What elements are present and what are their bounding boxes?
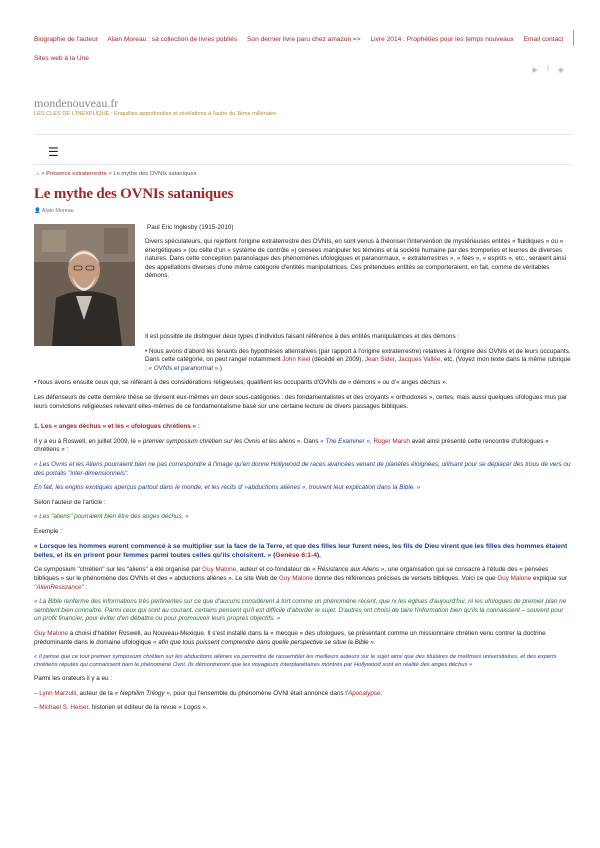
types-intro: Il est possible de distinguer deux types d'individus faisant référence à des entités manipulatrices et des démons : [145,332,460,340]
genesis-quote: « Lorsque les hommes eurent commencé à se multiplier sur la face de la Terre, et que des filles leur furent nées, les fils de Dieu virent que les filles des hommes étaient belles, et ils en prirent pour femmes parmi toutes celles qu'ils choisirent. » (Genèse 6:1-4). [34,543,568,560]
nav-item-sites-web[interactable]: Sites web à la Une [34,55,89,62]
quote-bible: En fait, les engins exotiques aperçus partout dans le monde, et les récits d' »abductions aliènes », trouvent leur explication dans la Bible. » [34,484,421,492]
link-genese[interactable]: Genèse 6:1-4 [275,552,317,560]
rss-icon[interactable]: ◉ [557,67,564,74]
site-tagline: LES CLES DE L'INEXPLIQUE : Enquêtes approfondies et révélations à l'aube du 3ème millénaire [34,111,277,117]
orateurs-label: Parmi les orateurs il y a eu : [34,675,113,683]
link-john-keel[interactable]: John Keel [282,356,311,364]
nav-divider [573,30,574,46]
home-icon[interactable]: ⌂ [36,171,40,177]
quote-bible-info: « La Bible renferme des informations très pertinentes sur ce que d'aucuns considèrent à tort comme un phénomène récent, que ni les églises d'aujourd'hui, ni les ufologues de premier plan ne semblent bien connaître. Parmi ceux qui sont au courant, certains pensent qu'il est difficile d'aborder le sujet. D'autres ont choisi de taire l'information bien qu'ils la connaissent – souvent pour un profit financier, pour éviter d'en débattre ou pour promouvoir leurs propres objectifs. » [34,598,567,623]
article-author [34,208,74,214]
quote-hollywood: « Les Ovnis et les Aliens pourraient bien ne pas correspondre à l'image qu'en donne Hollywood de races avancées venant de planètes éloignées, utilisant pour se déplacer des trous de vers ou des portails ''inter-dimensionnels''. [34,460,571,477]
breadcrumb-separator: > [41,171,45,177]
selon-label: Selon l'auteur de l'article : [34,498,106,506]
nav-item-collection[interactable]: Alain Moreau : sa collection de livres publiés [107,36,238,43]
site-logo[interactable]: mondenouveau.fr [34,96,119,110]
roswell-paragraph: Il y a eu à Roswell, en juillet 2009, le « premier symposium chrétien sur les Ovnis et les aliens ». Dans « The Examiner », Roger Marsh avait ainsi présenté cette rencontre d'ufologues « chrétiens » : [34,437,549,454]
link-lynn-marzulli[interactable]: – Lynn Marzulli [34,689,77,697]
nav-item-email[interactable]: Email contact [523,36,564,43]
breadcrumb-section[interactable]: Présence extraterrestre [46,171,107,177]
page-title: Le mythe des OVNIs sataniques [34,186,234,202]
author-name[interactable]: Alain Moreau [41,208,74,214]
nav-item-livre-2014[interactable]: Livre 2014 : Prophéties pour les temps nouveaux [370,36,514,43]
link-roger-marsh[interactable]: Roger Marsh [373,437,410,445]
quote-symposium: « Il pense que ce tout premier symposium chrétien sur les abductions aliènes va permettre de rassembler les meilleurs auteurs sur le sujet ainsi que des titulaires de maîtrises universitaires, et des experts chrétiens réputés qui connaissent bien le phénomène Ovni. Ils démontreront que les voyageurs interplanétaires montrés par Hollywood sont en réalité des anges déchus » [34,654,557,669]
link-ovnis-paranormal[interactable]: « OVNIs et paranormal » [148,364,219,372]
link-jean-sider[interactable]: Jean Sider [364,356,395,364]
bullet-alternatives: • Nous avons d'abord les tenants des hypothèses alternatives (par rapport à l'origine extraterrestre) relatives à l'origine des OVNIs et de leurs occupants. Dans cette catégorie, on peut ranger notamment John Keel (décédé en 2009), Jean Sider, Jacques Vallée, etc. (Voyez mon texte dans la même rubrique : « OVNIs et paranormal ».) [145,347,571,372]
exemple-label: Exemple : [34,527,62,535]
link-alien-resistance[interactable]: ''AlienResistance'' [34,583,84,591]
social-icons [533,66,564,74]
youtube-icon[interactable]: ▶ [532,67,538,74]
facebook-icon[interactable]: f [546,66,549,73]
nav-item-dernier-livre[interactable]: Son dernier livre paru chez amazon => [247,36,361,43]
link-guy-malone[interactable]: Guy Malone [202,566,237,574]
divider [34,134,572,135]
link-guy-malone[interactable]: Guy Malone [278,575,313,583]
link-michael-heiser[interactable]: – Michael S. Heiser [34,704,89,712]
defenders-paragraph: Les défenseurs de cette dernière thèse se divisent eux-mêmes en deux sous-catégories : des fondamentalistes et des croyants « orthodoxes », certes, mais aussi quelques ufologues mus par leurs convictions religieuses relevant elles-mêmes de ce fondamentalisme basé sur une certaine lecture de divers passages bibliques. [34,393,568,410]
bullet-religious: • Nous avons ensuite ceux qui, se référant à des considérations religieuses, qualifient les occupants d'OVNIs de « démons » ou d'« anges déchus ». [34,379,448,387]
breadcrumb [36,171,197,177]
top-navigation [34,30,574,68]
breadcrumb-separator: > [108,171,112,177]
quote-anges: « Les ''aliens'' pourraient bien être des anges déchus. » [34,513,189,521]
malone-paragraph: Guy Malone a choisi d'habiter Roswell, au Nouveau-Mexique. Il s'est installé dans la « mecque » des ufologues, se présentant comme un missionnaire chrétien venu contrer la doctrine prédominante dans le domaine ufologique « afin que tous puissent comprendre dans quelle perspective se situe la Bible ». [34,630,546,646]
photo-caption: Paul Eric Inglesby (1915-2010) [147,224,234,231]
menu-hamburger-icon[interactable]: ☰ [48,145,59,159]
section-heading: 1. Les « anges déchus » et les « ufologues chrétiens » : [34,423,200,431]
breadcrumb-current: Le mythe des OVNIs sataniques [113,171,197,177]
article-body [34,222,572,719]
user-icon: 👤 [34,208,41,214]
nav-item-biographie[interactable]: Biographie de l'auteur [34,36,98,43]
intro-paragraph: Divers spéculateurs, qui rejettent l'origine extraterrestre des OVNIs, en sont venus à théoriser l'intervention de mystérieuses entités « fluidiques » ou « énergétiques » (ou celle d'un « système de contrôle ») censées manipuler les témoins et la société humaine par des tromperies et leurres de diverses natures. Dans cette conception paranoïaque des phénomènes ufologiques et paranormaux, « extraterrestres », « fées », « esprits », etc., seraient ainsi des appellations diverses d'une même catégorie d'entités manipulatrices. Ces prétendues entités se comporteraient, en fait, comme de véritables démons. [145,238,567,280]
divider [34,164,572,165]
symposium-paragraph: Ce symposium ''chrétien'' sur les ''aliens'' a été organisé par Guy Malone, auteur et co-fondateur de « Résistance aux Aliens », une organisation qui se consacre à l'étude des « pensées bibliques » sur le phénomène des OVNIs et des « abductions aliènes ». Le site Web de Guy Malone donne des références précises de versets bibliques. Voici ce que Guy Malone explique sur ''AlienResistance'' : [34,566,567,591]
speaker-heiser: – Michael S. Heiser, historien et éditeur de la revue « Logos ». [34,704,208,712]
link-guy-malone[interactable]: Guy Malone [497,575,532,583]
link-jacques-vallee[interactable]: Jacques Vallée [398,356,441,364]
link-the-examiner[interactable]: « The Examiner » [320,437,370,445]
link-apocalypse[interactable]: Apocalypse [347,689,381,697]
link-guy-malone[interactable]: Guy Malone [34,630,68,638]
speaker-marzulli: – Lynn Marzulli, auteur de la « Nephilim Trilogy », pour qui l'ensemble du phénomène OVNI était annoncé dans l'Apocalypse. [34,689,383,697]
